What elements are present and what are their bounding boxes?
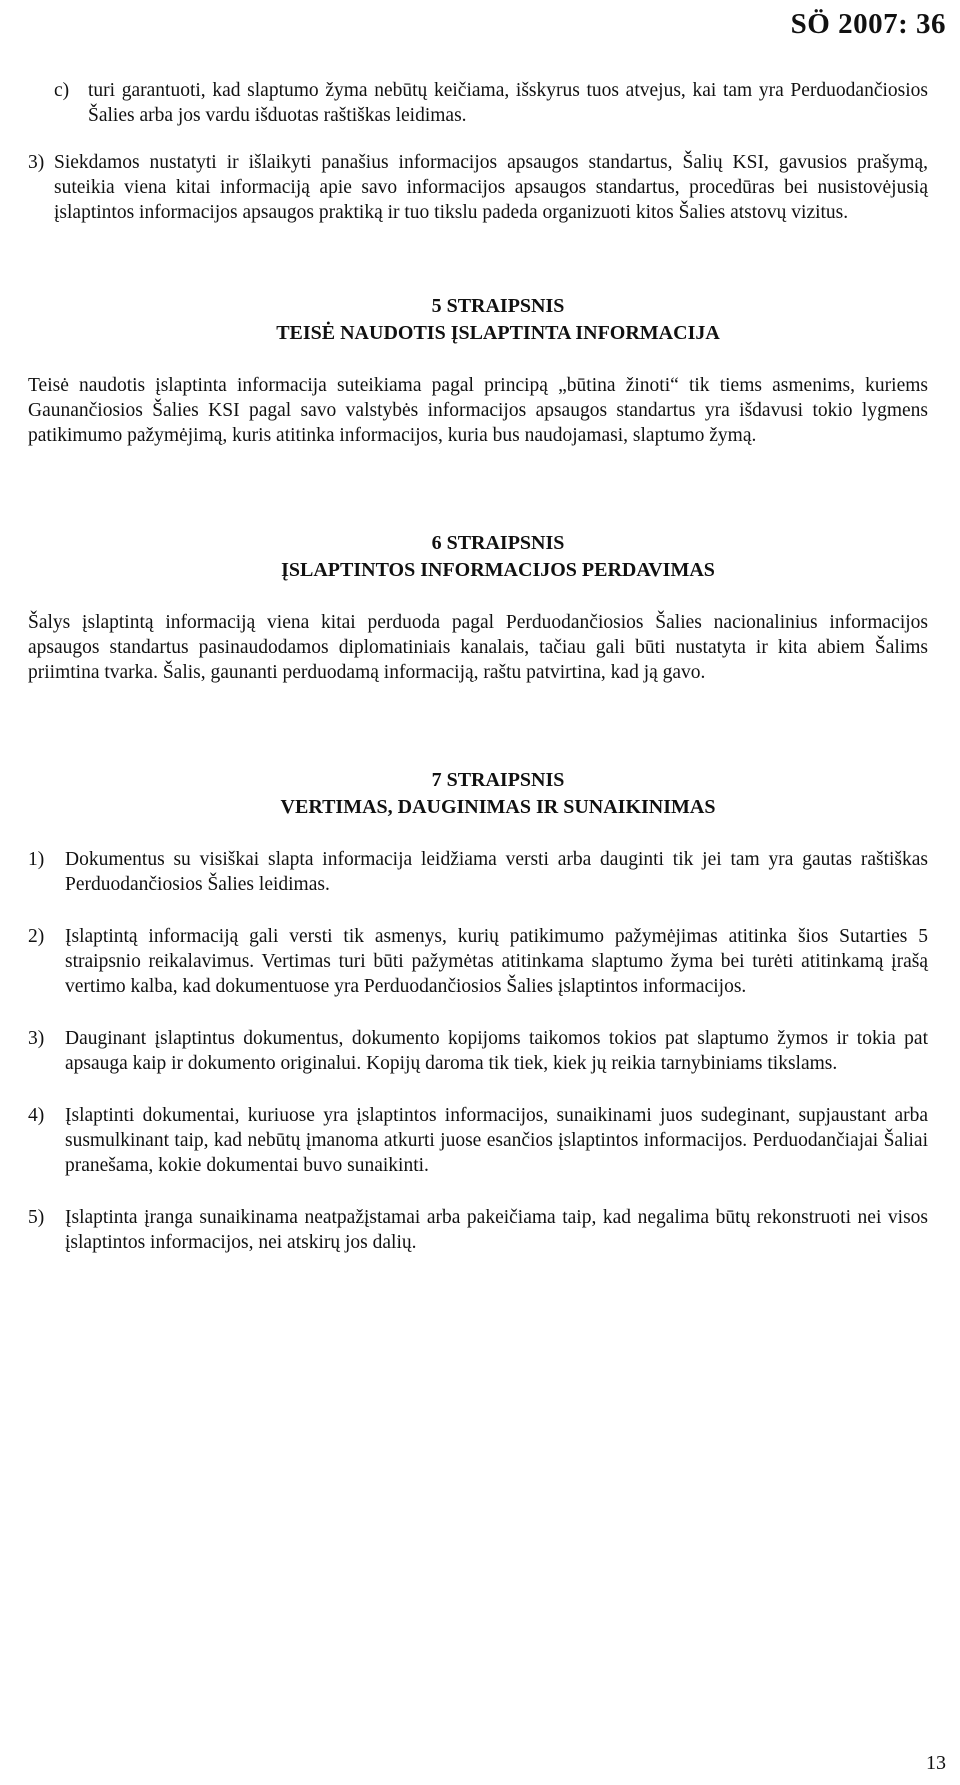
list-marker: 5) (28, 1207, 45, 1228)
article-5-heading (68, 293, 928, 347)
article-number: 5 STRAIPSNIS (431, 295, 565, 317)
list-item-c (54, 78, 928, 128)
list-marker: 3) (28, 1028, 45, 1049)
list-text: turi garantuoti, kad slaptumo žyma nebūtų keičiama, išskyrus tuos atvejus, kai tam yra Perduodančiosios Šalies arba jos vardu išduotas raštiškas leidimas. (88, 80, 928, 126)
list-text: Siekdamos nustatyti ir išlaikyti panašius informacijos apsaugos standartus, Šalių KSI, gavusios prašymą, suteikia viena kitai informaciją apie savo informacijos apsaugos standartus, procedūras bei nusistovėjusią įslaptintos informacijos apsaugos praktiką ir tuo tikslu padeda organizuoti kitos Šalies atstovų vizitus. (54, 152, 928, 223)
article-6-heading (68, 530, 928, 584)
page-content (28, 78, 928, 1255)
article-title: TEISĖ NAUDOTIS ĮSLAPTINTA INFORMACIJA (276, 322, 720, 344)
list-text: Dauginant įslaptintus dokumentus, dokumento kopijoms taikomos tokios pat slaptumo žymos ir tokia pat apsauga kaip ir dokumento originalui. Kopijų daroma tik tiek, kiek jų reikia tarnybiniams tikslams. (65, 1028, 928, 1074)
page-number: 13 (926, 1752, 946, 1774)
article-title: VERTIMAS, DAUGINIMAS IR SUNAIKINIMAS (280, 796, 716, 818)
article-number: 7 STRAIPSNIS (431, 769, 565, 791)
article-7-item-5 (28, 1205, 928, 1255)
list-marker: 4) (28, 1105, 45, 1126)
article-7-item-1 (28, 847, 928, 897)
list-item-3 (28, 150, 928, 225)
list-text: Įslaptinti dokumentai, kuriuose yra įslaptintos informacijos, sunaikinami juos sudeginant, supjaustant arba susmulkinant taip, kad nebūtų įmanoma atkurti juose esančios įslaptintos informacijos. Perduodančiajai Šaliai pranešama, kokie dokumentai buvo sunaikinti. (65, 1105, 928, 1176)
article-title: ĮSLAPTINTOS INFORMACIJOS PERDAVIMAS (281, 559, 715, 581)
list-marker: c) (54, 80, 70, 101)
list-marker: 3) (28, 152, 45, 173)
article-7-item-2 (28, 924, 928, 999)
list-marker: 1) (28, 849, 45, 870)
article-7-item-4 (28, 1103, 928, 1178)
list-marker: 2) (28, 926, 45, 947)
article-6-body: Šalys įslaptintą informaciją viena kitai perduoda pagal Perduodančiosios Šalies nacionalinius informacijos apsaugos standartus pasinaudodamos diplomatiniais kanalais, tačiau gali būti nustatyta ir kita abiem Šalims priimtina tvarka. Šalis, gaunanti perduodamą informaciją, raštu patvirtina, kad ją gavo. (28, 612, 928, 683)
list-text: Dokumentus su visiškai slapta informacija leidžiama versti arba dauginti tik jei tam yra gautas raštiškas Perduodančiosios Šalies leidimas. (65, 849, 928, 895)
article-7-heading (68, 767, 928, 821)
list-text: Įslaptintą informaciją gali versti tik asmenys, kurių patikimumo pažymėjimas atitinka šios Sutarties 5 straipsnio reikalavimus. Vertimas turi būti pažymėtas atitinkama slaptumo žyma bei turėti atitinkamą įrašą vertimo kalba, kad dokumentuose yra Perduodančiosios Šalies įslaptintos informacijos. (65, 926, 928, 997)
document-reference: SÖ 2007: 36 (790, 8, 946, 40)
article-7-item-3 (28, 1026, 928, 1076)
article-5-body: Teisė naudotis įslaptinta informacija suteikiama pagal principą „būtina žinoti“ tik tiems asmenims, kuriems Gaunančiosios Šalies KSI pagal savo valstybės informacijos apsaugos standartus yra išdavusi tokio lygmens patikimumo pažymėjimą, kuris atitinka informacijos, kuria bus naudojamasi, slaptumo žymą. (28, 375, 928, 446)
list-text: Įslaptinta įranga sunaikinama neatpažįstamai arba pakeičiama taip, kad negalima būtų rekonstruoti nei visos įslaptintos informacijos, nei atskirų jos dalių. (65, 1207, 928, 1253)
article-number: 6 STRAIPSNIS (431, 532, 565, 554)
